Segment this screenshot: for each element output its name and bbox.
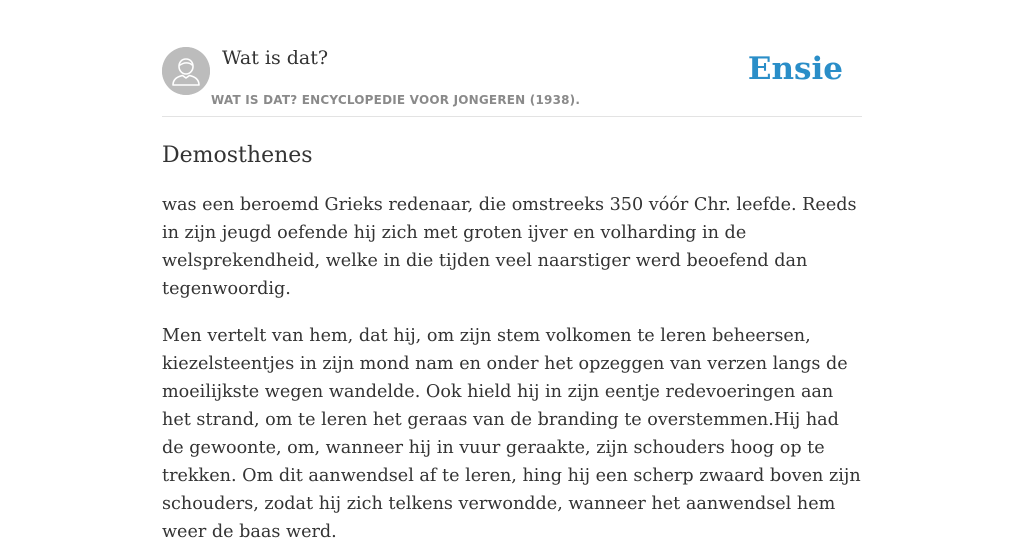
article-paragraph: Men vertelt van hem, dat hij, om zijn stem volkomen te leren beheersen, kiezelsteentjes in zijn mond nam en onder het opzeggen van verzen langs de moeilijkste wegen wandelde. Ook hield hij in zijn eentje redevoeringen aan het strand, om te leren het geraas van de branding te overstemmen.Hij had de gewoonte, om, wanneer hij in vuur geraakte, zijn schouders hoog op te trekken. Om dit aanwendsel af te leren, hing hij een scherp zwaard boven zijn schouders, zodat hij zich telkens verwondde, wanneer het aanwendsel hem weer de baas werd. bbox=[162, 326, 861, 542]
content-column bbox=[162, 0, 862, 546]
source-subtitle[interactable]: WAT IS DAT? ENCYCLOPEDIE VOOR JONGEREN (1938). bbox=[211, 93, 581, 107]
article-title: Demosthenes bbox=[162, 143, 313, 168]
source-header bbox=[162, 0, 862, 117]
brand-logo[interactable]: Ensie bbox=[747, 51, 843, 87]
article-paragraph: was een beroemd Grieks redenaar, die omstreeks 350 vóór Chr. leefde. Reeds in zijn jeugd oefende hij zich met groten ijver en volharding in de welsprekendheid, welke in die tijden veel naarstiger werd beoefend dan tegenwoordig. bbox=[162, 195, 857, 299]
avatar[interactable] bbox=[162, 47, 210, 95]
source-title[interactable]: Wat is dat? bbox=[222, 47, 329, 69]
user-icon bbox=[162, 47, 210, 95]
